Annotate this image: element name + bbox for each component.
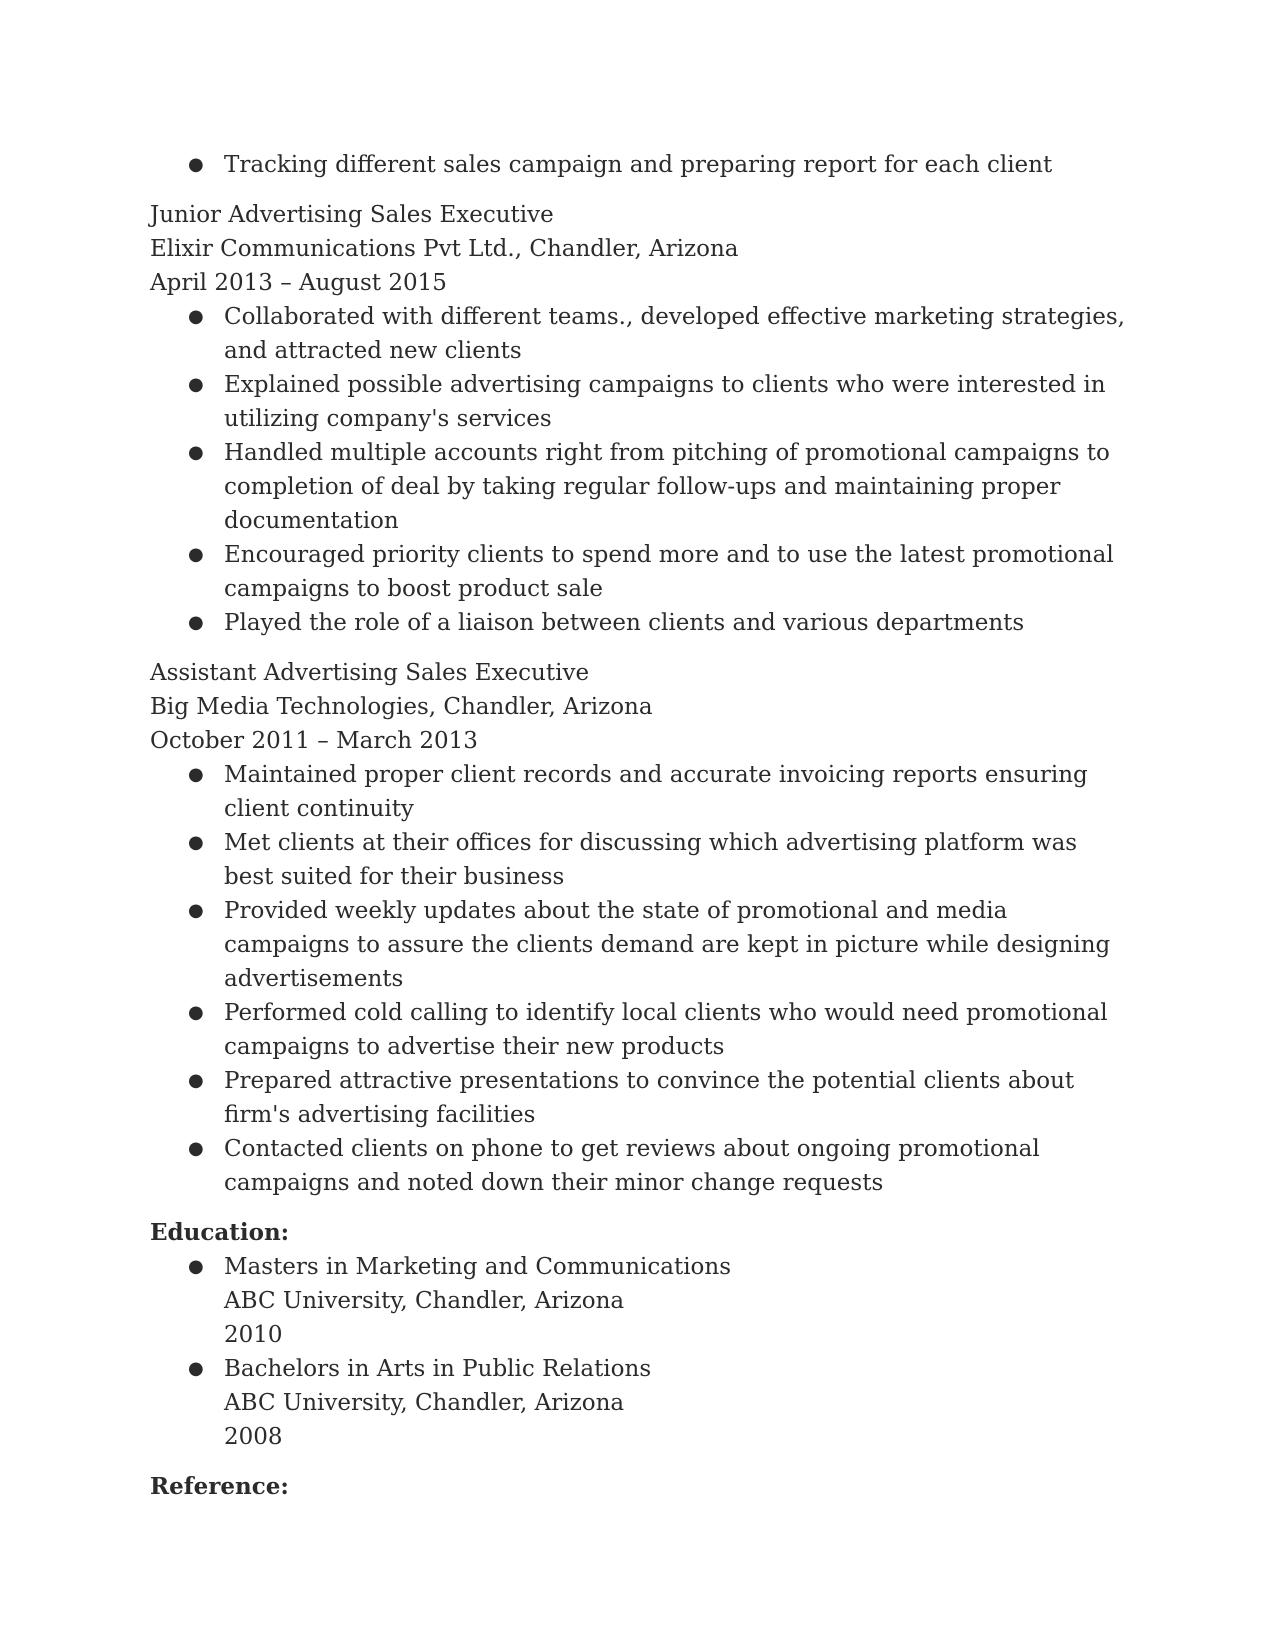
job-title: Junior Advertising Sales Executive xyxy=(150,202,554,228)
job-title: Assistant Advertising Sales Executive xyxy=(150,660,590,686)
bullet-icon: ● xyxy=(188,1358,204,1379)
education-year: 2008 xyxy=(224,1424,283,1450)
bullet-text: Played the role of a liaison between clients and various departments xyxy=(224,610,1025,636)
bullet-icon: ● xyxy=(188,832,204,853)
bullet-text: Contacted clients on phone to get reviews about ongoing promotional campaigns and noted down their minor change requests xyxy=(224,1136,1040,1196)
bullet-text: Provided weekly updates about the state of promotional and media campaigns to assure the clients demand are kept in picture while designing advertisements xyxy=(224,898,1111,992)
job-dates: April 2013 – August 2015 xyxy=(150,270,447,296)
job-bullet-list xyxy=(150,758,1130,1200)
education-school: ABC University, Chandler, Arizona xyxy=(224,1390,625,1416)
education-degree: Bachelors in Arts in Public Relations xyxy=(224,1356,652,1382)
education-list xyxy=(150,1250,1130,1454)
list-item xyxy=(150,826,1130,894)
spacer xyxy=(150,182,1130,198)
list-item xyxy=(150,758,1130,826)
bullet-text: Collaborated with different teams., developed effective marketing strategies, and attracted new clients xyxy=(224,304,1125,364)
list-item xyxy=(150,300,1130,368)
job-dates: October 2011 – March 2013 xyxy=(150,728,478,754)
bullet-icon: ● xyxy=(188,442,204,463)
bullet-text: Explained possible advertising campaigns to clients who were interested in utilizing company's services xyxy=(224,372,1106,432)
bullet-icon: ● xyxy=(188,154,204,175)
job-company: Elixir Communications Pvt Ltd., Chandler, Arizona xyxy=(150,236,739,262)
bullet-icon: ● xyxy=(188,1256,204,1277)
list-item xyxy=(150,894,1130,996)
bullet-icon: ● xyxy=(188,374,204,395)
bullet-icon: ● xyxy=(188,612,204,633)
education-degree: Masters in Marketing and Communications xyxy=(224,1254,732,1280)
list-item xyxy=(150,368,1130,436)
bullet-text: Performed cold calling to identify local clients who would need promotional campaigns to advertise their new products xyxy=(224,1000,1108,1060)
list-item xyxy=(150,1064,1130,1132)
education-heading: Education: xyxy=(150,1219,290,1246)
reference-section xyxy=(150,1470,1130,1504)
list-item xyxy=(150,148,1130,182)
bullet-text: Maintained proper client records and accurate invoicing reports ensuring client continuity xyxy=(224,762,1088,822)
spacer xyxy=(150,640,1130,656)
spacer xyxy=(150,1454,1130,1470)
bullet-icon: ● xyxy=(188,1002,204,1023)
bullet-icon: ● xyxy=(188,306,204,327)
bullet-icon: ● xyxy=(188,1138,204,1159)
list-item xyxy=(150,1250,1130,1352)
education-year: 2010 xyxy=(224,1322,283,1348)
bullet-icon: ● xyxy=(188,900,204,921)
list-item xyxy=(150,1132,1130,1200)
list-item xyxy=(150,538,1130,606)
bullet-text: Encouraged priority clients to spend more and to use the latest promotional campaigns to boost product sale xyxy=(224,542,1114,602)
bullet-icon: ● xyxy=(188,1070,204,1091)
spacer xyxy=(150,1200,1130,1216)
list-item xyxy=(150,606,1130,640)
bullet-text: Tracking different sales campaign and preparing report for each client xyxy=(224,152,1053,178)
list-item xyxy=(150,996,1130,1064)
education-section xyxy=(150,1216,1130,1454)
list-item xyxy=(150,1352,1130,1454)
job-entry xyxy=(150,656,1130,1200)
intro-bullet-list xyxy=(150,148,1130,182)
bullet-icon: ● xyxy=(188,764,204,785)
bullet-text: Handled multiple accounts right from pitching of promotional campaigns to completion of deal by taking regular follow-ups and maintaining proper documentation xyxy=(224,440,1110,534)
bullet-text: Prepared attractive presentations to convince the potential clients about firm's advertising facilities xyxy=(224,1068,1075,1128)
bullet-icon: ● xyxy=(188,544,204,565)
list-item xyxy=(150,436,1130,538)
job-company: Big Media Technologies, Chandler, Arizona xyxy=(150,694,653,720)
bullet-text: Met clients at their offices for discussing which advertising platform was best suited for their business xyxy=(224,830,1078,890)
job-entry xyxy=(150,198,1130,640)
reference-heading: Reference: xyxy=(150,1473,289,1500)
education-school: ABC University, Chandler, Arizona xyxy=(224,1288,625,1314)
job-bullet-list xyxy=(150,300,1130,640)
resume-content xyxy=(150,148,1130,1504)
